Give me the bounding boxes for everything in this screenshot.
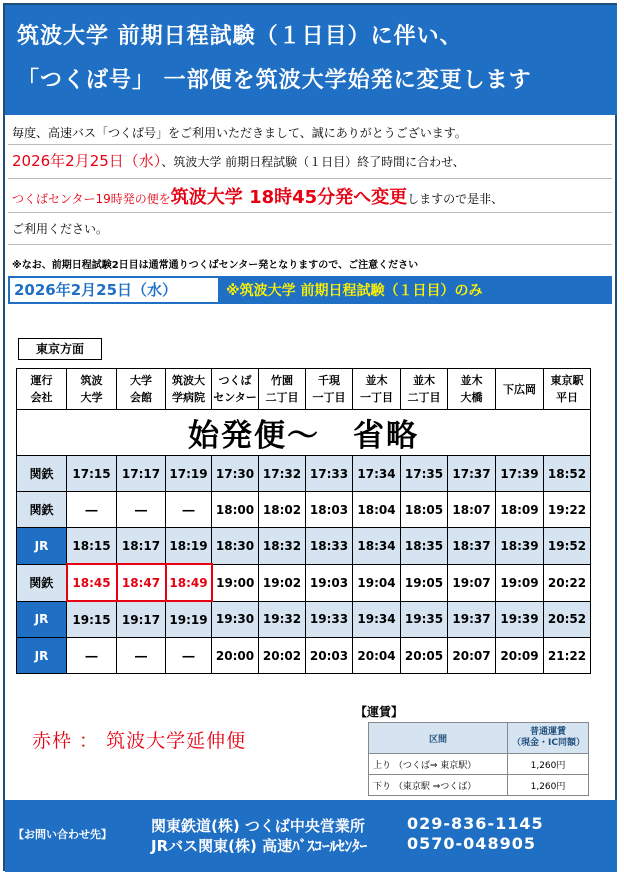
operator-cell: JR (17, 638, 67, 674)
direction-label: 東京方面 (18, 338, 102, 360)
time-cell: 18:05 (401, 492, 448, 528)
time-cell: 19:34 (353, 601, 401, 638)
title-banner (5, 5, 617, 115)
header-top: 並木 (365, 374, 388, 387)
header-bottom: 二丁目 (265, 391, 299, 404)
time-cell: 17:37 (448, 456, 496, 492)
header-bottom: 学病院 (172, 391, 205, 404)
fare-table (368, 722, 589, 796)
fare-price: 1,260円 (508, 754, 589, 775)
time-cell: 19:07 (448, 564, 496, 601)
time-cell: 18:32 (259, 528, 306, 565)
timetable-header-row (17, 369, 591, 410)
table-row (17, 492, 591, 528)
time-cell: 19:32 (259, 601, 306, 638)
header-stop (259, 369, 306, 410)
header-top: 大学 (130, 374, 152, 387)
operator-cell: 関鉄 (17, 456, 67, 492)
time-cell: 20:02 (259, 638, 306, 674)
time-cell: 19:22 (544, 492, 591, 528)
fare-header-bottom: （現金・IC同額） (512, 738, 585, 748)
time-cell: 17:32 (259, 456, 306, 492)
time-cell: 19:39 (496, 601, 544, 638)
header-operator (17, 369, 67, 410)
contact-company-kantetsu: 関東鉄道(株) つくば中央営業所 (151, 817, 365, 835)
header-top: つくば (218, 374, 252, 387)
time-cell: 18:35 (401, 528, 448, 565)
header-stop (544, 369, 591, 410)
time-cell: 17:30 (212, 456, 259, 492)
time-cell: 19:04 (353, 564, 401, 601)
time-cell: ― (166, 638, 212, 674)
header-bottom: センター (213, 391, 257, 404)
time-cell: 19:52 (544, 528, 591, 565)
time-cell: 18:52 (544, 456, 591, 492)
time-cell: 18:47 (117, 564, 166, 601)
date-bar-note: ※筑波大学 前期日程試験（１日目）のみ (226, 283, 483, 299)
header-stop (448, 369, 496, 410)
time-cell: 18:30 (212, 528, 259, 565)
notice-caution: ※なお、前期日程試験2日目は通常通りつくばセンター発となりますので、ご注意ください (12, 260, 419, 271)
notice-date-rest: 、筑波大学 前期日程試験（１日目）終了時間に合わせ、 (161, 155, 465, 169)
header-top: 筑波 (80, 374, 103, 387)
operator-cell: 関鉄 (17, 564, 67, 601)
date-bar (8, 276, 612, 304)
notice-greeting: 毎度、高速バス「つくば号」をご利用いただきまして、誠にありがとうございます。 (12, 126, 467, 140)
fare-row (369, 775, 589, 796)
fare-section: 下り （東京駅 ⇒つくば） (369, 775, 508, 796)
date-bar-date: 2026年2月25日（水） (14, 281, 178, 299)
time-cell: 17:34 (353, 456, 401, 492)
time-cell: 17:15 (67, 456, 117, 492)
footer-contact (5, 800, 617, 872)
time-cell: 18:37 (448, 528, 496, 565)
notice-change-line (12, 183, 602, 209)
time-cell: 18:09 (496, 492, 544, 528)
fare-section: 上り （つくば⇒ 東京駅） (369, 754, 508, 775)
operator-cell: JR (17, 528, 67, 565)
time-cell: 18:02 (259, 492, 306, 528)
notice-date-line (12, 150, 602, 171)
legend-red-frame: 赤枠 ： 筑波大学延伸便 (32, 730, 247, 752)
fare-header-section: 区間 (369, 723, 508, 754)
header-bottom: 一丁目 (312, 391, 346, 404)
time-cell: ― (67, 492, 117, 528)
fare-header-top: 普通運賃 (529, 727, 566, 737)
time-cell: 18:15 (67, 528, 117, 565)
divider (8, 178, 612, 179)
fare-header-fare (508, 723, 589, 754)
time-cell: 19:15 (67, 601, 117, 638)
table-row (17, 564, 591, 601)
time-cell: 17:17 (117, 456, 166, 492)
time-cell: 17:33 (306, 456, 353, 492)
title-line-2: 「つくば号」 一部便を筑波大学始発に変更します (17, 68, 532, 93)
header-stop (117, 369, 166, 410)
header-bottom: 平日 (556, 391, 578, 404)
contact-company-jr: JRバス関東(株) 高速ﾊﾞｽｺｰﾙｾﾝﾀｰ (151, 837, 368, 855)
time-cell: 19:35 (401, 601, 448, 638)
time-cell: 20:05 (401, 638, 448, 674)
contact-phone-jr[interactable]: 0570-048905 (407, 834, 536, 853)
header-stop (212, 369, 259, 410)
time-cell: 17:39 (496, 456, 544, 492)
header-stop (306, 369, 353, 410)
time-cell: 18:39 (496, 528, 544, 565)
time-cell: 18:17 (117, 528, 166, 565)
header-top: 竹園 (271, 374, 293, 387)
time-cell: ― (67, 638, 117, 674)
time-cell: 19:33 (306, 601, 353, 638)
time-cell: 19:03 (306, 564, 353, 601)
notice-please-use: ご利用ください。 (12, 222, 109, 236)
time-cell: 18:04 (353, 492, 401, 528)
header-stop (67, 369, 117, 410)
header-top: 運行 (30, 374, 53, 387)
notice-date-red: 2026年2月25日（水） (12, 152, 162, 170)
header-bottom: 大学 (80, 391, 103, 404)
header-bottom: 会館 (130, 391, 152, 404)
time-cell: 19:37 (448, 601, 496, 638)
operator-cell: 関鉄 (17, 492, 67, 528)
header-top: 下広岡 (503, 382, 536, 396)
header-top: 東京駅 (550, 374, 584, 387)
time-cell: 19:09 (496, 564, 544, 601)
time-cell: 18:49 (166, 564, 212, 601)
time-cell: 20:22 (544, 564, 591, 601)
time-cell: 20:00 (212, 638, 259, 674)
fare-price: 1,260円 (508, 775, 589, 796)
divider (8, 144, 612, 145)
time-cell: 18:00 (212, 492, 259, 528)
time-cell: 19:00 (212, 564, 259, 601)
header-bottom: 会社 (30, 391, 53, 404)
time-cell: 20:09 (496, 638, 544, 674)
table-row (17, 456, 591, 492)
operator-cell: JR (17, 601, 67, 638)
time-cell: 19:05 (401, 564, 448, 601)
time-cell: 17:35 (401, 456, 448, 492)
notice-change-red: つくばセンター19時発の便を (12, 192, 171, 206)
time-cell: 19:17 (117, 601, 166, 638)
time-cell: 18:33 (306, 528, 353, 565)
time-cell: ― (117, 638, 166, 674)
header-stop (353, 369, 401, 410)
time-cell: 18:45 (67, 564, 117, 601)
time-cell: 19:30 (212, 601, 259, 638)
time-cell: 20:52 (544, 601, 591, 638)
time-cell: 18:34 (353, 528, 401, 565)
header-top: 筑波大 (172, 374, 205, 387)
timetable (16, 368, 591, 674)
header-bottom: 大橋 (460, 391, 483, 404)
time-cell: 20:03 (306, 638, 353, 674)
fare-label: 【運賃】 (355, 705, 404, 719)
time-cell: 18:03 (306, 492, 353, 528)
notice-change-big: 筑波大学 18時45分発へ変更 (170, 187, 408, 208)
time-cell: 18:19 (166, 528, 212, 565)
contact-label: 【お問い合わせ先】 (13, 828, 112, 841)
header-stop (401, 369, 448, 410)
divider (8, 244, 612, 245)
header-stop (496, 369, 544, 410)
time-cell: ― (166, 492, 212, 528)
time-cell: 19:19 (166, 601, 212, 638)
time-cell: 20:04 (353, 638, 401, 674)
timetable-banner: 始発便～ 省略 (17, 410, 591, 456)
timetable-banner-row (17, 410, 591, 456)
time-cell: 17:19 (166, 456, 212, 492)
time-cell: 21:22 (544, 638, 591, 674)
time-cell: 19:02 (259, 564, 306, 601)
header-stop (166, 369, 212, 410)
table-row (17, 638, 591, 674)
timetable-body (17, 456, 591, 674)
table-row (17, 601, 591, 638)
header-bottom: 一丁目 (360, 391, 393, 404)
table-row (17, 528, 591, 565)
header-bottom: 二丁目 (407, 391, 441, 404)
title-line-1: 筑波大学 前期日程試験（１日目）に伴い、 (17, 24, 463, 49)
header-top: 並木 (413, 374, 435, 387)
header-top: 並木 (460, 374, 483, 387)
time-cell: 20:07 (448, 638, 496, 674)
time-cell: ― (117, 492, 166, 528)
contact-phone-kantetsu[interactable]: 029-836-1145 (407, 814, 544, 833)
notice-change-rest: しますので是非、 (407, 192, 504, 206)
fare-row (369, 754, 589, 775)
fare-header-row (369, 723, 589, 754)
header-top: 千現 (318, 374, 340, 387)
divider (8, 212, 612, 213)
time-cell: 18:07 (448, 492, 496, 528)
